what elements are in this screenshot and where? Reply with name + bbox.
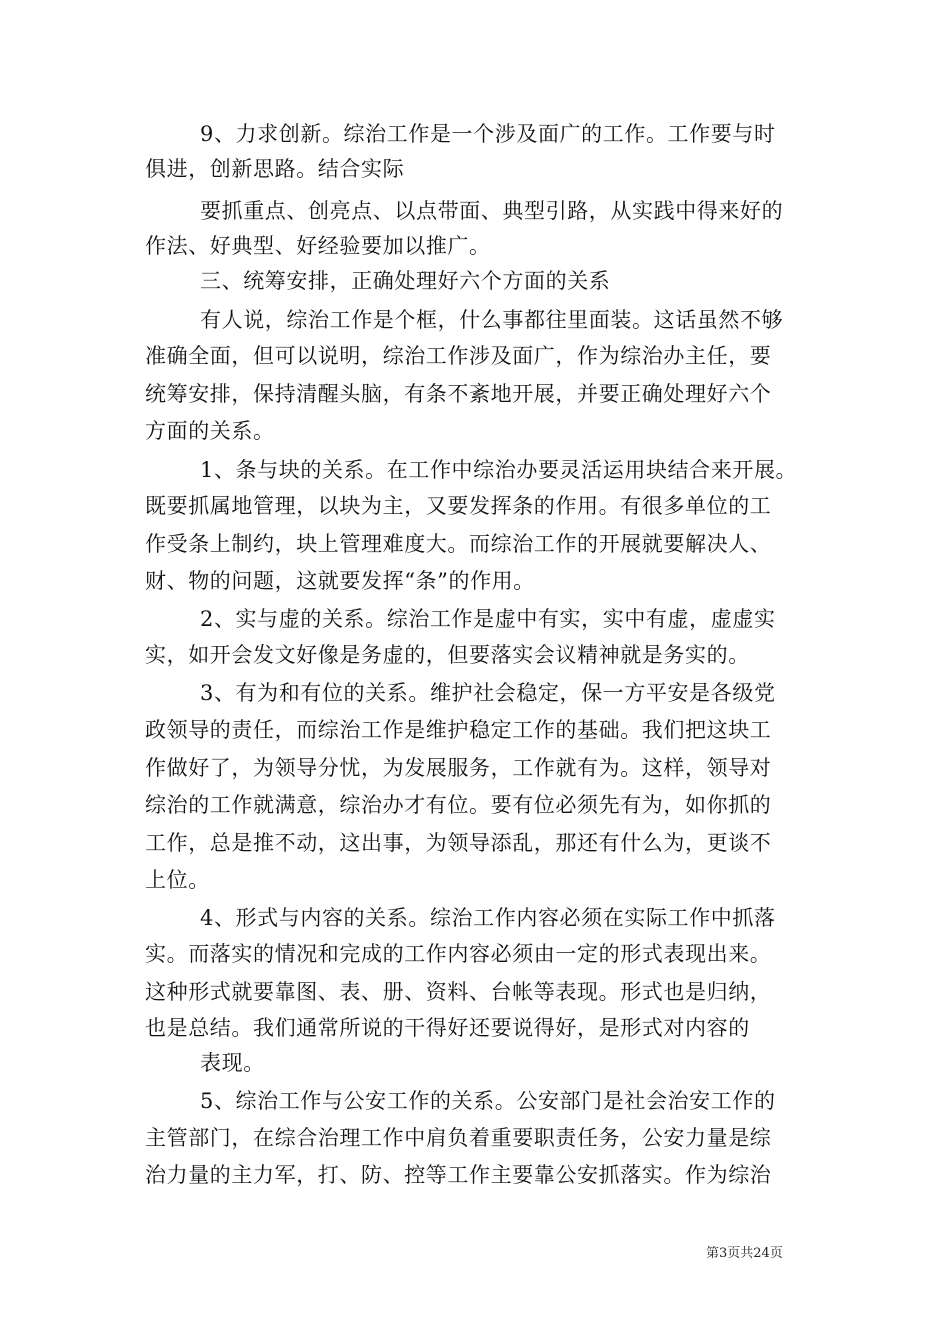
text-line: 上位。 <box>145 868 210 892</box>
text-line: 作受条上制约，块上管理难度大。而综治工作的开展就要解决人、 <box>145 532 772 556</box>
text-line: 方面的关系。 <box>145 419 275 443</box>
text-line: 要抓重点、创亮点、以点带面、典型引路，从实践中得来好的 <box>200 199 784 223</box>
text-line: 有人说，综治工作是个框，什么事都往里面装。这话虽然不够 <box>200 308 784 332</box>
text-line: 实，如开会发文好像是务虚的，但要落实会议精神就是务实的。 <box>145 643 750 667</box>
text-line: 准确全面，但可以说明，综治工作涉及面广，作为综治办主任，要 <box>145 344 772 368</box>
text-line: 3、有为和有位的关系。维护社会稳定，保一方平安是各级党 <box>200 681 776 705</box>
text-line: 这种形式就要靠图、表、册、资料、台帐等表现。形式也是归纳， <box>145 980 772 1004</box>
text-line: 也是总结。我们通常所说的干得好还要说得好，是形式对内容的 <box>145 1016 750 1040</box>
section-heading: 三、统筹安排，正确处理好六个方面的关系 <box>200 269 611 293</box>
text-line: 5、综治工作与公安工作的关系。公安部门是社会治安工作的 <box>200 1089 776 1113</box>
text-line: 主管部门，在综合治理工作中肩负着重要职责任务，公安力量是综 <box>145 1126 772 1150</box>
text-line: 治力量的主力军，打、防、控等工作主要靠公安抓落实。作为综治 <box>145 1163 772 1187</box>
text-line: 财、物的问题，这就要发挥“条”的作用。 <box>145 569 535 593</box>
text-line: 实。而落实的情况和完成的工作内容必须由一定的形式表现出来。 <box>145 942 772 966</box>
text-line: 作法、好典型、好经验要加以推广。 <box>145 234 491 258</box>
text-line: 综治的工作就满意，综治办才有位。要有位必须先有为，如你抓的 <box>145 793 772 817</box>
text-line: 4、形式与内容的关系。综治工作内容必须在实际工作中抓落 <box>200 906 776 930</box>
text-line: 政领导的责任，而综治工作是维护稳定工作的基础。我们把这块工 <box>145 718 772 742</box>
text-line: 1、条与块的关系。在工作中综治办要灵活运用块结合来开展。 <box>200 458 798 482</box>
text-line: 表现。 <box>200 1051 265 1075</box>
text-line: 2、实与虚的关系。综治工作是虚中有实，实中有虚，虚虚实 <box>200 607 776 631</box>
text-line: 作做好了，为领导分忧，为发展服务，工作就有为。这样，领导对 <box>145 756 772 780</box>
text-line: 俱进，创新思路。结合实际 <box>145 157 405 181</box>
page-number-footer: 第3页共24页 <box>706 1246 783 1261</box>
text-line: 工作，总是推不动，这出事，为领导添乱，那还有什么为，更谈不 <box>145 831 772 855</box>
text-line: 统筹安排，保持清醒头脑，有条不紊地开展，并要正确处理好六个 <box>145 382 772 406</box>
text-line: 9、力求创新。综治工作是一个涉及面广的工作。工作要与时 <box>200 122 776 146</box>
text-line: 既要抓属地管理，以块为主，又要发挥条的作用。有很多单位的工 <box>145 494 772 518</box>
